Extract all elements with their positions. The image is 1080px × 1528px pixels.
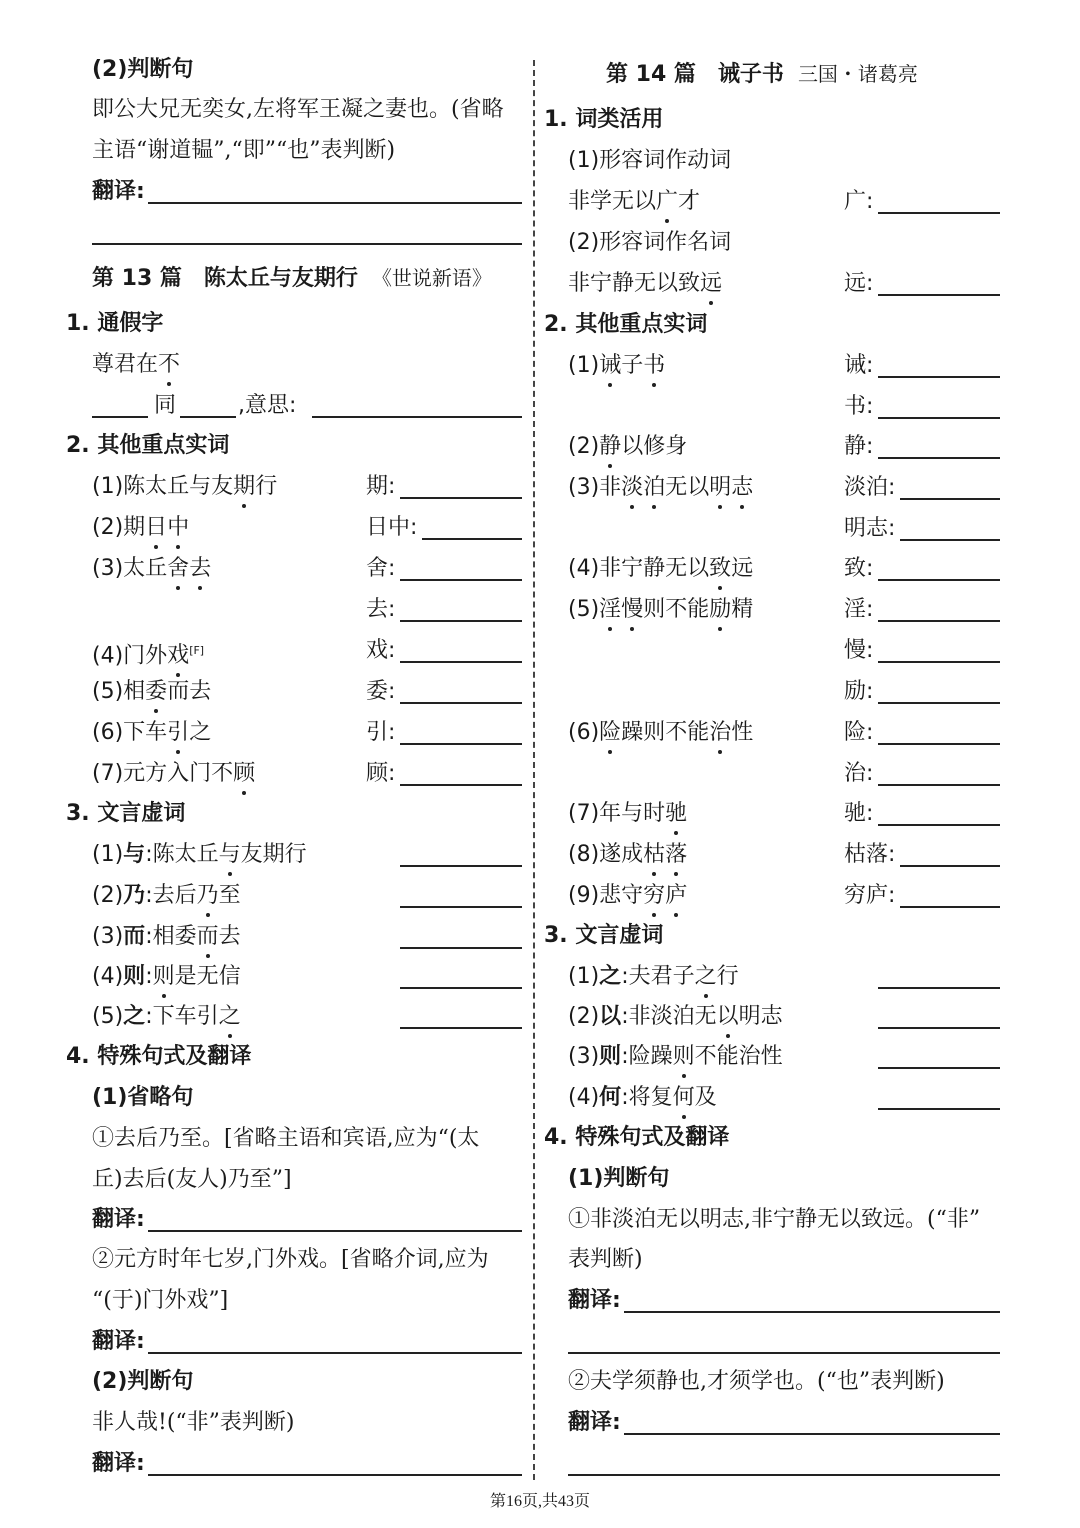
answer-line[interactable] (878, 784, 1000, 786)
item-label: 治: (844, 761, 874, 786)
xuci-item: (4)则:则是无信 (92, 964, 241, 989)
omission-header: (1)省略句 (92, 1085, 194, 1110)
item: 非学无以广才 (568, 189, 701, 214)
translate-label: 翻译: (568, 1288, 621, 1313)
item-label: 明志: (844, 516, 896, 541)
item-label: 穷庐: (844, 883, 896, 908)
heading-xuci: 3. 文言虚词 (544, 923, 664, 948)
item: (6)下车引之 (92, 720, 212, 745)
answer-line[interactable] (400, 743, 522, 745)
item-label: 委: (366, 679, 396, 704)
answer-line[interactable] (400, 620, 522, 622)
answer-line[interactable] (624, 1311, 1000, 1313)
xuci-item: (5)之:下车引之 (92, 1004, 241, 1029)
answer-line[interactable] (568, 1352, 1000, 1354)
answer-line[interactable] (900, 865, 1000, 867)
answer-line[interactable] (878, 824, 1000, 826)
xuci-item: (2)以:非淡泊无以明志 (568, 1004, 783, 1029)
section-14-title: 第 14 篇 诫子书 三国・诸葛亮 (606, 62, 918, 87)
translate-label: 翻译: (92, 1329, 145, 1354)
answer-line[interactable] (624, 1433, 1000, 1435)
item-label: 险: (844, 720, 874, 745)
item: (3)太丘舍去 (92, 556, 212, 581)
judgement-header: (2)判断句 (92, 57, 194, 82)
xuci-item: (3)而:相委而去 (92, 924, 241, 949)
item: (2)期日中 (92, 515, 190, 540)
subheading: (2)形容词作名词 (568, 230, 732, 255)
answer-line[interactable] (400, 784, 522, 786)
heading-shici: 2. 其他重点实词 (66, 433, 230, 458)
answer-line[interactable] (878, 212, 1000, 214)
heading-shici: 2. 其他重点实词 (544, 312, 708, 337)
answer-line[interactable] (900, 906, 1000, 908)
item: (5)相委而去 (92, 679, 212, 704)
translate-label: 翻译: (92, 1207, 145, 1232)
item: (7)元方入门不顾 (92, 761, 256, 786)
xuci-item: (3)则:险躁则不能治性 (568, 1044, 783, 1069)
item: (9)悲守穷庐 (568, 883, 688, 908)
answer-line[interactable] (148, 1230, 522, 1232)
item-label: 诫: (844, 353, 874, 378)
item-label: 书: (844, 394, 874, 419)
answer-line[interactable] (878, 294, 1000, 296)
answer-line[interactable] (400, 1027, 522, 1029)
answer-line[interactable] (878, 620, 1000, 622)
heading-juzi: 4. 特殊句式及翻译 (66, 1044, 252, 1069)
subheading: (1)形容词作动词 (568, 148, 732, 173)
item-label: 引: (366, 720, 396, 745)
answer-line[interactable] (878, 376, 1000, 378)
judgement-header: (2)判断句 (92, 1369, 194, 1394)
answer-line[interactable] (92, 243, 522, 245)
item-label: 慢: (844, 638, 874, 663)
item-label: 戏: (366, 638, 396, 663)
xuci-item: (1)之:夫君子之行 (568, 964, 739, 989)
xuci-item: (4)何:将复何及 (568, 1085, 717, 1110)
item-label: 舍: (366, 556, 396, 581)
item: 非宁静无以致远 (568, 271, 723, 296)
example-sentence-cont: 主语“谢道韫”,“即”“也”表判断) (92, 138, 396, 163)
answer-line[interactable] (148, 1352, 522, 1354)
answer-line[interactable] (878, 743, 1000, 745)
tongjia-tong: 同 (154, 393, 177, 418)
item: (5)淫慢则不能励精 (568, 597, 754, 622)
item: (3)非淡泊无以明志 (568, 475, 754, 500)
answer-line[interactable] (878, 702, 1000, 704)
item-label: 致: (844, 556, 874, 581)
answer-line[interactable] (878, 1067, 1000, 1069)
answer-line[interactable] (878, 417, 1000, 419)
item-label: 驰: (844, 801, 874, 826)
item: (7)年与时驰 (568, 801, 688, 826)
xuci-item: (2)乃:去后乃至 (92, 883, 241, 908)
tongjia-meaning-label: ,意思: (238, 393, 297, 418)
item: (1)陈太丘与友期行 (92, 474, 278, 499)
example-sentence: ②元方时年七岁,门外戏。[省略介词,应为 (92, 1247, 489, 1272)
item-label: 期: (366, 474, 396, 499)
example-sentence-cont: “(于)门外戏”] (92, 1288, 229, 1313)
example-sentence: 即公大兄无奕女,左将军王凝之妻也。(省略 (92, 97, 504, 122)
example-sentence: ②夫学须静也,才须学也。(“也”表判断) (568, 1369, 945, 1394)
item: (4)门外戏[F] (92, 643, 205, 669)
translate-label: 翻译: (92, 179, 145, 204)
answer-line[interactable] (148, 202, 522, 204)
item-label: 枯落: (844, 842, 896, 867)
example-sentence-cont: 丘)去后(友人)乃至”] (92, 1167, 292, 1192)
answer-line[interactable] (878, 1108, 1000, 1110)
heading-huoyong: 1. 词类活用 (544, 107, 664, 132)
answer-line[interactable] (400, 987, 522, 989)
item-label: 励: (844, 679, 874, 704)
answer-line[interactable] (878, 1027, 1000, 1029)
answer-line[interactable] (400, 579, 522, 581)
example-sentence: 非人哉!(“非”表判断) (92, 1410, 295, 1435)
answer-line[interactable] (312, 416, 522, 418)
translate-label: 翻译: (92, 1451, 145, 1476)
answer-line[interactable] (148, 1474, 522, 1476)
item-label: 淡泊: (844, 475, 896, 500)
answer-line[interactable] (180, 416, 236, 418)
answer-line[interactable] (878, 661, 1000, 663)
item-label: 顾: (366, 761, 396, 786)
column-divider (533, 60, 535, 1480)
item-label: 淫: (844, 597, 874, 622)
item: (1)诫子书 (568, 353, 666, 378)
answer-line[interactable] (400, 497, 522, 499)
item: (2)静以修身 (568, 434, 688, 459)
answer-line[interactable] (422, 538, 522, 540)
heading-tongjia: 1. 通假字 (66, 311, 164, 336)
answer-line[interactable] (400, 906, 522, 908)
answer-line[interactable] (878, 579, 1000, 581)
answer-line[interactable] (878, 987, 1000, 989)
item-label: 静: (844, 434, 874, 459)
answer-line[interactable] (400, 947, 522, 949)
answer-line[interactable] (568, 1474, 1000, 1476)
answer-line[interactable] (900, 539, 1000, 541)
heading-juzi: 4. 特殊句式及翻译 (544, 1125, 730, 1150)
answer-line[interactable] (400, 702, 522, 704)
item: (4)非宁静无以致远 (568, 556, 754, 581)
page-number: 第16页,共43页 (489, 1493, 590, 1510)
answer-line[interactable] (878, 457, 1000, 459)
example-sentence-cont: 表判断) (568, 1247, 643, 1272)
heading-xuci: 3. 文言虚词 (66, 801, 186, 826)
item-label: 去: (366, 597, 396, 622)
answer-line[interactable] (92, 416, 148, 418)
translate-label: 翻译: (568, 1410, 621, 1435)
item-label: 远: (844, 271, 874, 296)
tongjia-phrase: 尊君在不 (92, 352, 181, 377)
item: (6)险躁则不能治性 (568, 720, 754, 745)
judgement-header: (1)判断句 (568, 1166, 670, 1191)
item-label: 日中: (366, 515, 418, 540)
answer-line[interactable] (400, 865, 522, 867)
item-label: 广: (844, 189, 874, 214)
answer-line[interactable] (900, 498, 1000, 500)
section-13-title: 第 13 篇 陈太丘与友期行 《世说新语》 (92, 266, 492, 291)
item: (8)遂成枯落 (568, 842, 688, 867)
example-sentence: ①非淡泊无以明志,非宁静无以致远。(“非” (568, 1207, 981, 1232)
example-sentence: ①去后乃至。[省略主语和宾语,应为“(太 (92, 1126, 480, 1151)
answer-line[interactable] (400, 661, 522, 663)
xuci-item: (1)与:陈太丘与友期行 (92, 842, 307, 867)
